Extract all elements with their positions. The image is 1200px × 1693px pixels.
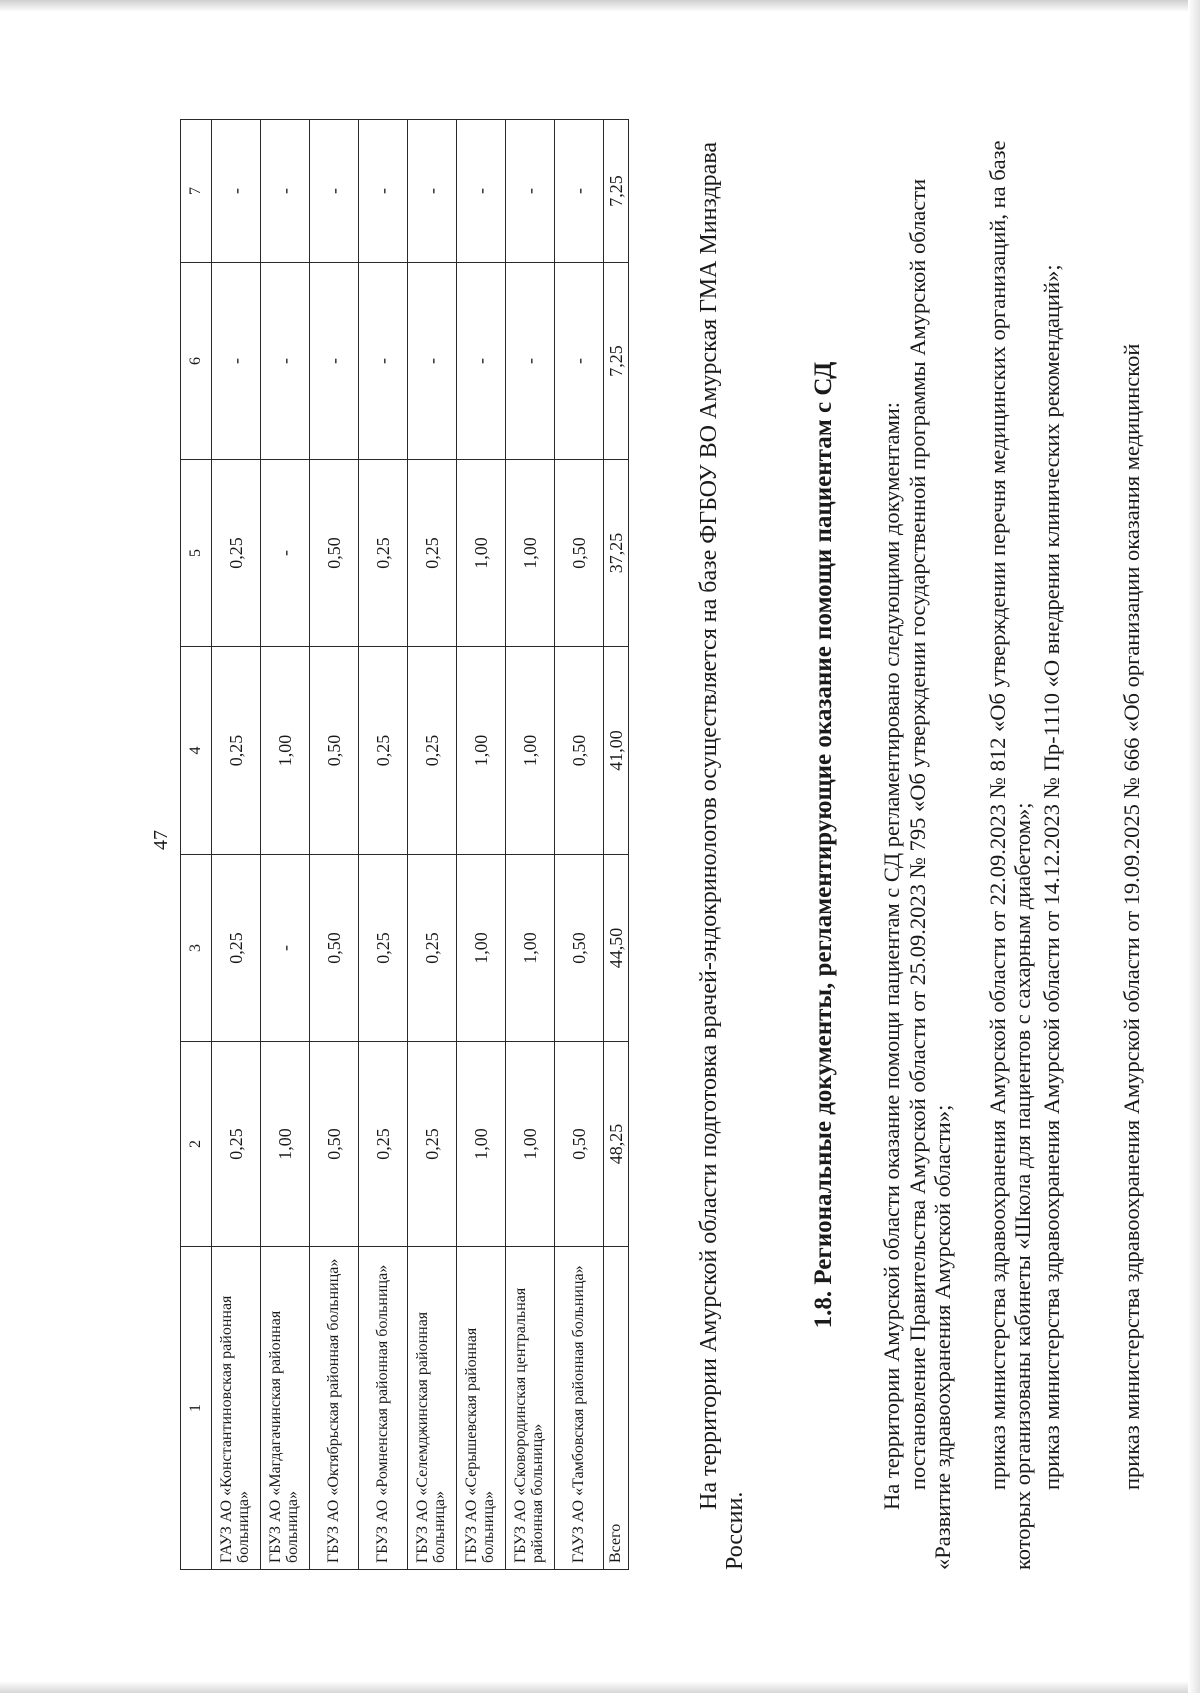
table-total-cell: 41,00 [604, 647, 629, 855]
table-cell: 0,50 [555, 1042, 604, 1247]
table-header-cell: 4 [181, 647, 212, 855]
table-header-cell: 6 [181, 263, 212, 460]
table-cell-org: ГБУЗ АО «Октябрьская районная больница» [310, 1247, 359, 1570]
table-header-cell: 7 [181, 120, 212, 263]
body-paragraph: На территории Амурской области оказание помощи пациентам с СД регламентировано следующими документами: [879, 401, 904, 1510]
table-cell: 0,50 [555, 855, 604, 1042]
table-cell: 0,25 [408, 855, 457, 1042]
table-header-row [181, 120, 212, 1570]
table-cell: 1,00 [506, 460, 555, 647]
table-cell: 0,50 [310, 1042, 359, 1247]
table-cell: 0,25 [359, 647, 408, 855]
table-cell: - [212, 263, 261, 460]
table-cell: 1,00 [457, 1042, 506, 1247]
table-total-label: Всего [604, 1247, 629, 1570]
table-cell-org: ГБУЗ АО «Серышевская районная больница» [457, 1247, 506, 1570]
table-cell: 0,50 [555, 460, 604, 647]
table-cell: 0,25 [359, 460, 408, 647]
table-cell: 1,00 [506, 647, 555, 855]
staffing-table [180, 119, 629, 1570]
table-cell: - [261, 120, 310, 263]
table-cell: - [359, 263, 408, 460]
table-cell: - [506, 120, 555, 263]
table-cell: - [261, 263, 310, 460]
table-cell-org: ГБУЗ АО «Магдагачинская районная больница» [261, 1247, 310, 1570]
table-cell: 0,50 [310, 855, 359, 1042]
table-header-cell: 3 [181, 855, 212, 1042]
table-cell: 0,50 [555, 647, 604, 855]
table-cell: 1,00 [457, 855, 506, 1042]
scan-edge-right [1188, 0, 1200, 1693]
table-cell: 0,25 [212, 1042, 261, 1247]
table-header-cell: 1 [181, 1247, 212, 1570]
table-total-cell: 37,25 [604, 460, 629, 647]
table-cell-org: ГАУЗ АО «Тамбовская районная больница» [555, 1247, 604, 1570]
table-cell: 0,25 [359, 1042, 408, 1247]
table-cell: - [310, 120, 359, 263]
page-number: 47 [150, 830, 172, 850]
table-cell: 0,25 [212, 647, 261, 855]
table-row [261, 120, 310, 1570]
table-total-cell: 44,50 [604, 855, 629, 1042]
table-header-cell: 2 [181, 1042, 212, 1247]
table-header-cell: 5 [181, 460, 212, 647]
table-cell: 0,25 [212, 855, 261, 1042]
table-cell: - [261, 460, 310, 647]
table-cell: - [408, 120, 457, 263]
table-cell-org: ГБУЗ АО «Селемджинская районная больница» [408, 1247, 457, 1570]
table-cell-org: ГБУЗ АО «Сковородинская центральная районная больница» [506, 1247, 555, 1570]
table-cell: - [555, 263, 604, 460]
scan-shadow-top [0, 0, 1200, 12]
table-cell: - [506, 263, 555, 460]
table-total-cell: 7,25 [604, 263, 629, 460]
table-cell: - [457, 120, 506, 263]
body-paragraph: приказ министерства здравоохранения Амурской области от 19.09.2025 № 666 «Об организации оказания медицинской [1119, 343, 1144, 1490]
table-cell-org: ГАУЗ АО «Константиновская районная больница» [212, 1247, 261, 1570]
intro-paragraph: На территории Амурской области подготовка врачей-эндокринологов осуществляется на базе ФГБОУ ВО Амурская ГМА Минздрава России. [696, 142, 749, 1570]
table-cell: 0,25 [359, 855, 408, 1042]
table-cell: 1,00 [506, 855, 555, 1042]
table-cell: 1,00 [457, 460, 506, 647]
table-row [457, 120, 506, 1570]
table-cell: 0,50 [310, 460, 359, 647]
table-cell: - [212, 120, 261, 263]
body-paragraph: постановление Правительства Амурской области от 25.09.2023 № 795 «Об утверждении государственной программы Амурской области «Развитие здравоохранения Амурской области»; [905, 178, 955, 1570]
body-paragraph: приказ министерства здравоохранения Амурской области от 14.12.2023 № Пр-1110 «О внедрении клинических рекомендаций»; [1039, 264, 1064, 1490]
table-cell: 0,25 [212, 460, 261, 647]
table-row [408, 120, 457, 1570]
table-cell: 1,00 [457, 647, 506, 855]
table-cell: 1,00 [506, 1042, 555, 1247]
table-total-row [604, 120, 629, 1570]
table-cell: - [408, 263, 457, 460]
rotated-page-content [150, 120, 1150, 1570]
table-cell: - [261, 855, 310, 1042]
table-cell-org: ГБУЗ АО «Ромненская районная больница» [359, 1247, 408, 1570]
table-cell: 1,00 [261, 647, 310, 855]
table-cell: 0,25 [408, 647, 457, 855]
table-cell: 0,25 [408, 1042, 457, 1247]
body-paragraph: приказ министерства здравоохранения Амурской области от 22.09.2023 № 812 «Об утверждении перечня медицинских организаций, на базе которых организованы кабинеты «Школа для пациентов с сахарным диабетом»; [985, 140, 1035, 1570]
scan-shadow-bottom [0, 1681, 1200, 1693]
table-cell: 0,50 [310, 647, 359, 855]
table-row [555, 120, 604, 1570]
table-row [506, 120, 555, 1570]
table-cell: 1,00 [261, 1042, 310, 1247]
table-cell: - [457, 263, 506, 460]
table-row [212, 120, 261, 1570]
table-total-cell: 7,25 [604, 120, 629, 263]
table-cell: 0,25 [408, 460, 457, 647]
table-cell: - [555, 120, 604, 263]
table-row [310, 120, 359, 1570]
table-row [359, 120, 408, 1570]
section-title: 1.8. Региональные документы, регламентирующие оказание помощи пациентам с СД [810, 361, 837, 1329]
table-cell: - [310, 263, 359, 460]
table-total-cell: 48,25 [604, 1042, 629, 1247]
table-cell: - [359, 120, 408, 263]
